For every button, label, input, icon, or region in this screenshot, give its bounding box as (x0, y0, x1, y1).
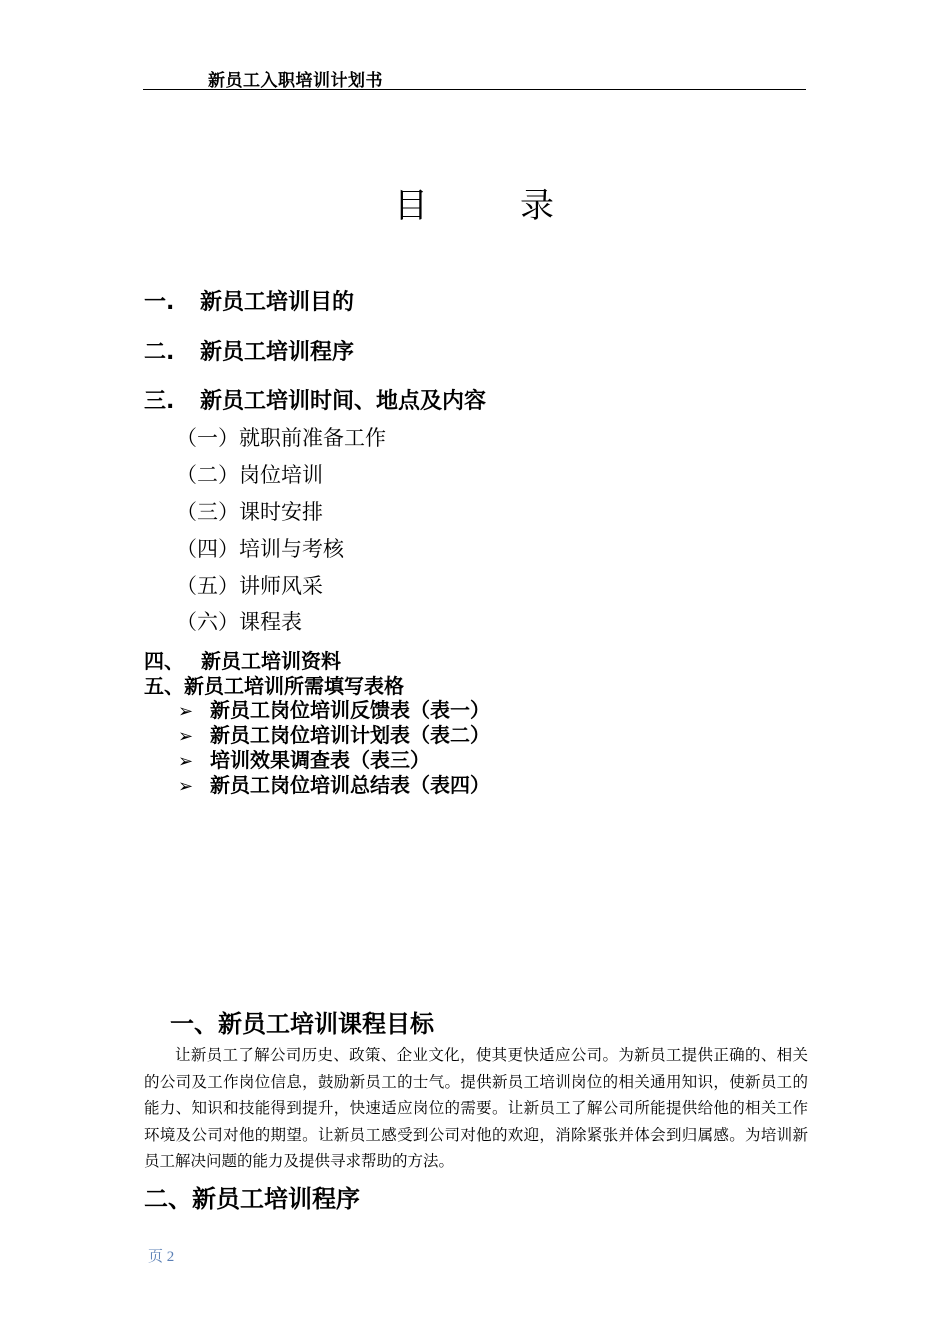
toc-bullet-4[interactable] (178, 769, 490, 798)
toc-title-right: 录 (520, 186, 556, 226)
document-header-title: 新员工入职培训计划书 (208, 71, 383, 91)
toc-item-label: 新员工培训时间、地点及内容 (200, 389, 487, 414)
toc-bullet-label: 新员工岗位培训反馈表（表一） (210, 698, 490, 722)
toc-item-label: 新员工培训目的 (200, 290, 355, 315)
toc-subitem-5[interactable]: （五）讲师风采 (176, 574, 323, 598)
toc-item-5[interactable]: 五、新员工培训所需填写表格 (144, 674, 404, 698)
toc-bullet-label: 新员工岗位培训总结表（表四） (210, 773, 490, 797)
toc-bullet-label: 培训效果调查表（表三） (210, 748, 430, 772)
toc-item-label: 新员工培训程序 (200, 340, 355, 365)
arrow-bullet-icon: ➢ (178, 701, 194, 722)
section-2-heading: 二、新员工培训程序 (144, 1185, 360, 1213)
toc-subitem-6[interactable]: （六）课程表 (176, 610, 302, 634)
toc-item-label: 新员工培训资料 (201, 649, 341, 673)
arrow-bullet-icon: ➢ (178, 776, 194, 797)
toc-item-2[interactable] (144, 335, 354, 366)
header-rule (143, 89, 806, 90)
toc-subitem-1[interactable]: （一）就职前准备工作 (176, 426, 386, 450)
toc-title-left: 目 (394, 186, 430, 226)
toc-item-1[interactable] (144, 285, 354, 316)
page-number: 页 2 (148, 1249, 175, 1265)
section-1-heading: 一、新员工培训课程目标 (170, 1010, 434, 1038)
section-1-body: 让新员工了解公司历史、政策、企业文化，使其更快适应公司。为新员工提供正确的、相关的公司及工作岗位信息，鼓励新员工的士气。提供新员工培训岗位的相关通用知识，使新员工的能力、知识和技能得到提升，快速适应岗位的需要。让新员工了解公司所能提供给他的相关工作环境及公司对他的期望。让新员工感受到公司对他的欢迎，消除紧张并体会到归属感。为培训新员工解决问题的能力及提供寻求帮助的方法。 (144, 1047, 808, 1170)
toc-item-3[interactable] (144, 384, 486, 415)
toc-item-number: 四、 (144, 649, 184, 673)
toc-subitem-4[interactable]: （四）培训与考核 (176, 537, 344, 561)
toc-bullet-label: 新员工岗位培训计划表（表二） (210, 723, 490, 747)
arrow-bullet-icon: ➢ (178, 726, 194, 747)
arrow-bullet-icon: ➢ (178, 751, 194, 772)
toc-item-number: 二. (144, 340, 175, 365)
toc-subitem-3[interactable]: （三）课时安排 (176, 500, 323, 524)
toc-item-number: 一. (144, 290, 175, 315)
toc-title (0, 178, 950, 227)
toc-subitem-2[interactable]: （二）岗位培训 (176, 463, 323, 487)
toc-item-number: 三. (144, 389, 175, 414)
